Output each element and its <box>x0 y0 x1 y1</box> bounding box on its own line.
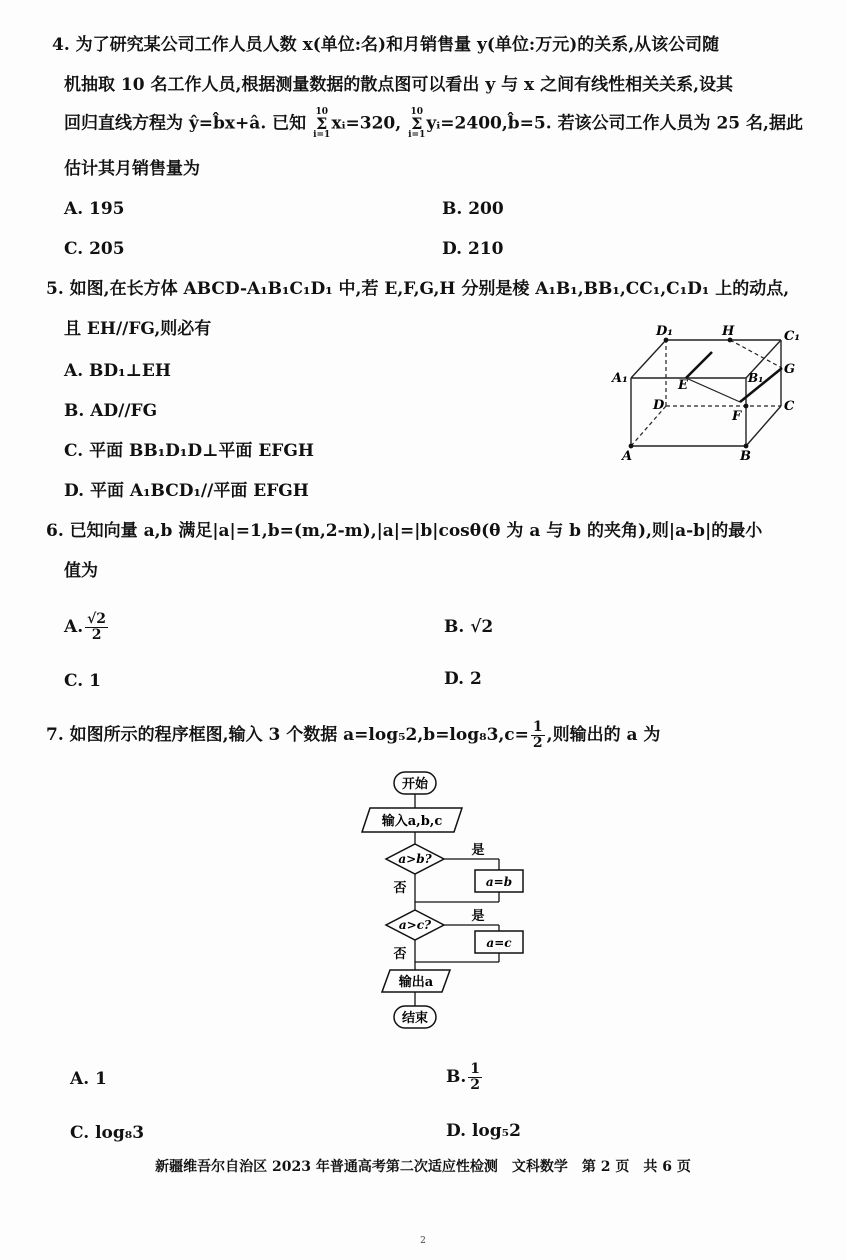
q7-c-fraction: $\frac{1}{2}$ <box>532 719 543 751</box>
sum-sign-y: 10 Σ i=1 <box>408 107 426 140</box>
q4-option-c: C. 205 <box>64 239 125 259</box>
q4-line-3a: 回归直线方程为 ŷ=b̂x+â. 已知 <box>64 113 307 134</box>
q4-line-3 <box>64 108 803 140</box>
q4-option-d: D. 210 <box>442 239 504 259</box>
q7-line-1 <box>46 720 660 751</box>
q7-line-1b: ,则输出的 a 为 <box>546 725 661 745</box>
q7-line-1a: 7. 如图所示的程序框图,输入 3 个数据 a=log₅2,b=log₈3,c= <box>46 725 529 745</box>
q5-option-c: C. 平面 BB₁D₁D⊥平面 EFGH <box>64 441 314 461</box>
q6-option-c: C. 1 <box>64 671 101 691</box>
q7-option-b-prefix: B. <box>446 1067 467 1087</box>
q6-option-a-fraction: $\frac{√2}{2}$ <box>87 611 107 643</box>
label-H: H <box>722 324 735 339</box>
segment-EF <box>686 378 740 402</box>
flow-start-label: 开始 <box>401 777 429 792</box>
q7-option-d: D. log₅2 <box>446 1121 521 1141</box>
flow-assign2-label: a=c <box>486 936 512 950</box>
label-A1: A₁ <box>612 371 628 386</box>
cuboid-figure <box>606 318 806 464</box>
edge-HG <box>730 340 782 368</box>
flow-cond1-label: a>b? <box>398 852 432 866</box>
q6-option-a <box>64 612 110 643</box>
q6-line-2: 值为 <box>64 561 98 581</box>
q7-option-a: A. 1 <box>70 1069 107 1089</box>
label-C1: C₁ <box>784 329 801 344</box>
label-E: E <box>678 378 688 393</box>
flow-input-label: 输入a,b,c <box>381 814 443 829</box>
label-D1: D₁ <box>656 324 673 339</box>
q4-option-a: A. 195 <box>64 199 125 219</box>
q4-line-1: 4. 为了研究某公司工作人员人数 x(单位:名)和月销售量 y(单位:万元)的关系,从该公司随 <box>52 35 720 55</box>
q4-option-b: B. 200 <box>442 199 504 219</box>
flow-yes2-label: 是 <box>471 909 485 924</box>
label-F: F <box>732 409 742 424</box>
q6-option-d: D. 2 <box>444 669 482 689</box>
page-footer: 新疆维吾尔自治区 2023 年普通高考第二次适应性检测 文科数学 第 2 页 共 6 页 <box>155 1159 691 1175</box>
q7-option-b-fraction: $\frac{1}{2}$ <box>470 1061 481 1093</box>
label-C: C <box>784 399 795 414</box>
point-A <box>629 444 634 449</box>
q7-option-c: C. log₈3 <box>70 1123 145 1143</box>
label-B: B <box>740 449 751 464</box>
flow-yes1-label: 是 <box>471 843 485 858</box>
q4-line-3c: yᵢ=2400,b̂=5. 若该公司工作人员为 25 名,据此 <box>426 113 803 134</box>
flow-cond2-label: a>c? <box>398 918 432 932</box>
flow-end-label: 结束 <box>401 1011 429 1026</box>
point-F <box>744 404 749 409</box>
label-B1: B₁ <box>748 371 764 385</box>
label-G: G <box>784 362 796 377</box>
segment-EH <box>686 352 712 378</box>
flowchart <box>356 768 536 1040</box>
flow-no1-label: 否 <box>393 881 407 896</box>
page-number: 2 <box>420 1236 426 1246</box>
q7-option-b <box>446 1062 484 1093</box>
q4-line-4: 估计其月销售量为 <box>64 159 200 179</box>
q5-option-a: A. BD₁⊥EH <box>64 361 171 381</box>
q5-line-1: 5. 如图,在长方体 ABCD-A₁B₁C₁D₁ 中,若 E,F,G,H 分别是棱 A₁B₁,BB₁,CC₁,C₁D₁ 上的动点, <box>46 279 790 299</box>
q6-line-1: 6. 已知向量 a,b 满足|a|=1,b=(m,2-m),|a|=|b|cosθ(θ 为 a 与 b 的夹角),则|a-b|的最小 <box>46 521 763 541</box>
point-B <box>744 444 749 449</box>
label-D: D <box>653 398 665 413</box>
q5-option-b: B. AD//FG <box>64 401 158 421</box>
sum-sign-x: 10 Σ i=1 <box>313 107 331 140</box>
q4-line-3b: xᵢ=320, <box>331 113 402 134</box>
flow-output-label: 输出a <box>398 975 434 990</box>
q6-option-a-prefix: A. <box>64 617 84 637</box>
flow-no2-label: 否 <box>393 947 407 962</box>
q6-option-b: B. √2 <box>444 617 494 637</box>
edge-BC <box>746 406 781 446</box>
edge-A1D1 <box>631 340 666 378</box>
q5-line-2: 且 EH//FG,则必有 <box>64 319 212 339</box>
q4-line-2: 机抽取 10 名工作人员,根据测量数据的散点图可以看出 y 与 x 之间有线性相关关系,设其 <box>64 75 734 95</box>
flow-assign1-label: a=b <box>485 875 513 889</box>
q5-option-d: D. 平面 A₁BCD₁//平面 EFGH <box>64 481 309 501</box>
label-A: A <box>622 449 633 464</box>
